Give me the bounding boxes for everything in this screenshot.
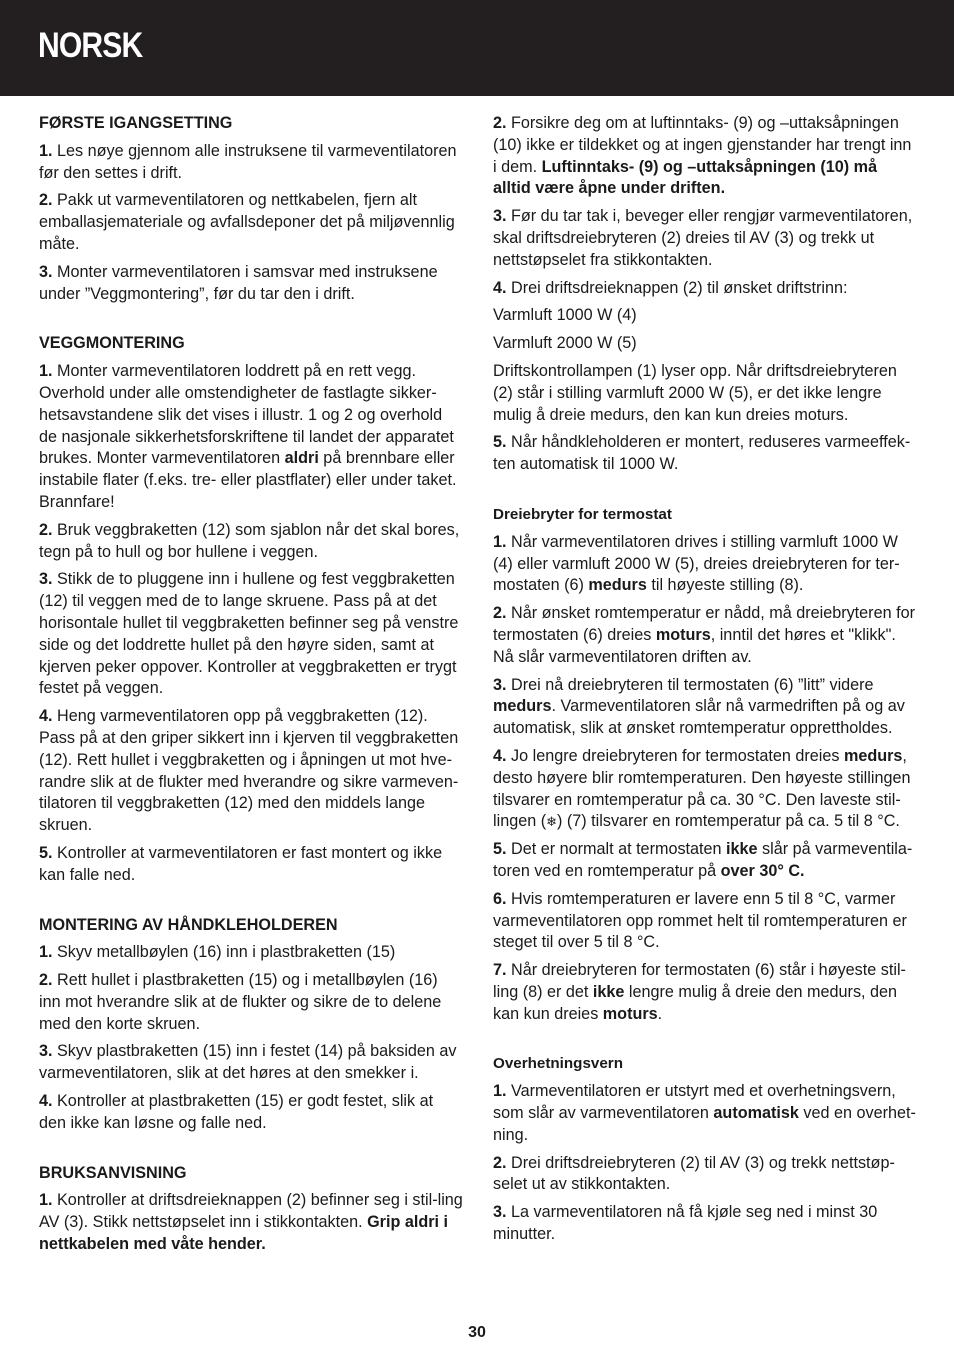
paragraph: 2. Bruk veggbraketten (12) som sjablon når det skal bores, tegn på to hull og bor hullene i veggen. [39,520,460,561]
paragraph: 7. Når dreiebryteren for termostaten (6) står i høyeste stil-ling (8) er det ikke lengre mulig å dreie den medurs, den kan kun dreies moturs. [493,961,906,1023]
language-title: NORSK [38,26,143,65]
paragraph: 2. Forsikre deg om at luftinntaks- (9) og –uttaksåpningen (10) ikke er tildekket og at ingen gjenstander har trengt inn i dem. Luftinntaks- (9) og –uttaksåpningen (10) må alltid være åpne under driften. [493,114,912,198]
section-heading-towel-holder: MONTERING AV HÅNDKLEHOLDEREN [39,915,338,934]
paragraph: 4. Jo lengre dreiebryteren for termostaten dreies medurs, desto høyere blir romtemperaturen. Den høyeste stillingen tilsvarer en romtemperatur på ca. 30 °C. Den laveste stil-lingen (❄) (7) tilsvarer en romtemperatur på ca. 5 til 8 °C. [493,746,917,833]
paragraph: 2. Drei driftsdreiebryteren (2) til AV (3) og trekk nettstøp-selet ut av stikkontakten. [493,1153,895,1194]
snowflake-icon: ❄ [546,814,557,830]
paragraph: 4. Drei driftsdreieknappen (2) til ønsket driftstrinn: [493,278,848,297]
paragraph: 3. Stikk de to pluggene inn i hullene og fest veggbraketten (12) til veggen med de to lange skruene. Pass på at det horisontale hullet til veggbraketten befinner seg på venstre side og det loddrette hullet på den høyre siden, samt at kjerven peker oppover. Kontroller at veggbraketten er trygt festet på veggen. [39,570,459,698]
section-heading-overheating: Overhetningsvern [493,1055,623,1073]
paragraph: 3. La varmeventilatoren nå få kjøle seg ned i minst 30 minutter. [493,1203,878,1244]
paragraph: 3. Før du tar tak i, beveger eller rengjør varmeventilatoren, skal driftsdreiebryteren (2) dreies til AV (3) og trekk ut nettstøpselet fra stikkontakten. [493,207,913,269]
paragraph: 1. Les nøye gjennom alle instruksene til varmeventilatoren før den settes i drift. [39,141,457,182]
section-heading-first-use: FØRSTE IGANGSETTING [39,114,233,132]
paragraph: Driftskontrollampen (1) lyser opp. Når driftsdreiebryteren (2) står i stilling varmluft 2000 W (5), er det ikke lengre mulig å dreie medurs, den kan kun dreies moturs. [493,361,897,424]
paragraph: 5. Kontroller at varmeventilatoren er fast montert og ikke kan falle ned. [39,843,443,884]
paragraph: 5. Det er normalt at termostaten ikke slår på varmeventila-toren ved en romtemperatur på over 30° C. [493,840,913,880]
paragraph: 1. Varmeventilatoren er utstyrt med et overhetningsvern, som slår av varmeventilatoren automatisk ved en overhet-ning. [493,1082,916,1144]
page-number: 30 [468,1324,486,1341]
paragraph: 4. Heng varmeventilatoren opp på veggbraketten (12). Pass på at den griper sikkert inn i kjerven til veggbraketten (12). Rett hullet i veggbraketten og i åpningen ut mot hve-randre slik at de flukter med hverandre og sikre varmeven-tilatoren til veggbraketten (12) med den middels lange skruen. [39,707,459,835]
paragraph: 1. Skyv metallbøylen (16) inn i plastbraketten (15) [39,943,396,962]
paragraph: 3. Skyv plastbraketten (15) inn i festet (14) på baksiden av varmeventilatoren, slik at det høres at den smekker i. [39,1042,457,1083]
section-heading-wall-mounting: VEGGMONTERING [39,334,185,353]
paragraph: 2. Rett hullet i plastbraketten (15) og i metallbøylen (16) inn mot hverandre slik at de flukter og sikre de to delene med den korte skruen. [39,971,442,1033]
paragraph: 1. Kontroller at driftsdreieknappen (2) befinner seg i stil-ling AV (3). Stikk nettstøpselet inn i stikkontakten. Grip aldri i nettkabelen med våte hender. [39,1191,463,1254]
paragraph: 3. Monter varmeventilatoren i samsvar med instruksene under ”Veggmontering”, før du tar den i drift. [39,262,438,303]
paragraph: 1. Når varmeventilatoren drives i stilling varmluft 1000 W (4) eller varmluft 2000 W (5), dreies dreiebryteren for ter-mostaten (6) medurs til høyeste stilling (8). [493,532,900,595]
paragraph: 6. Hvis romtemperaturen er lavere enn 5 til 8 °C, varmer varmeventilatoren opp rommet helt til romtemperaturen er steget til over 5 til 8 °C. [493,889,907,952]
section-heading-thermostat: Dreiebryter for termostat [493,505,672,523]
paragraph: 4. Kontroller at plastbraketten (15) er godt festet, slik at den ikke kan løsne og falle ned. [39,1092,434,1132]
setting-line: Varmluft 1000 W (4) [493,306,637,325]
paragraph: 3. Drei nå dreiebryteren til termostaten (6) ”litt” videre medurs. Varmeventilatoren slår nå varmedriften på og av automatisk, slik at ønsket romtemperatur opprettholdes. [493,675,905,738]
paragraph: 2. Pakk ut varmeventilatoren og nettkabelen, fjern alt emballasjemateriale og avfallsdeponer det på miljøvennlig måte. [39,191,455,253]
paragraph: 5. Når håndkleholderen er montert, reduseres varmeeffek-ten automatisk til 1000 W. [493,433,911,474]
setting-line: Varmluft 2000 W (5) [493,334,637,353]
section-heading-instructions: BRUKSANVISNING [39,1163,187,1182]
right-column [493,113,917,1252]
language-header-bar [0,0,954,96]
paragraph: 2. Når ønsket romtemperatur er nådd, må dreiebryteren for termostaten (6) dreies moturs, inntil det høres et "klikk". Nå slår varmeventilatoren driften av. [493,604,915,666]
paragraph: 1. Monter varmeventilatoren loddrett på en rett vegg. Overhold under alle omstendigheter de fastlagte sikker-hetsavstandene slik det vises i illustr. 1 og 2 og overhold de nasjonale sikkerhetsforskriftene til landet der apparatet brukes. Monter varmeventilatoren aldri på brennbare eller instabile flater (f.eks. tre- eller plastflater) eller under taket. Brannfare! [39,362,457,511]
left-column [39,113,463,1262]
